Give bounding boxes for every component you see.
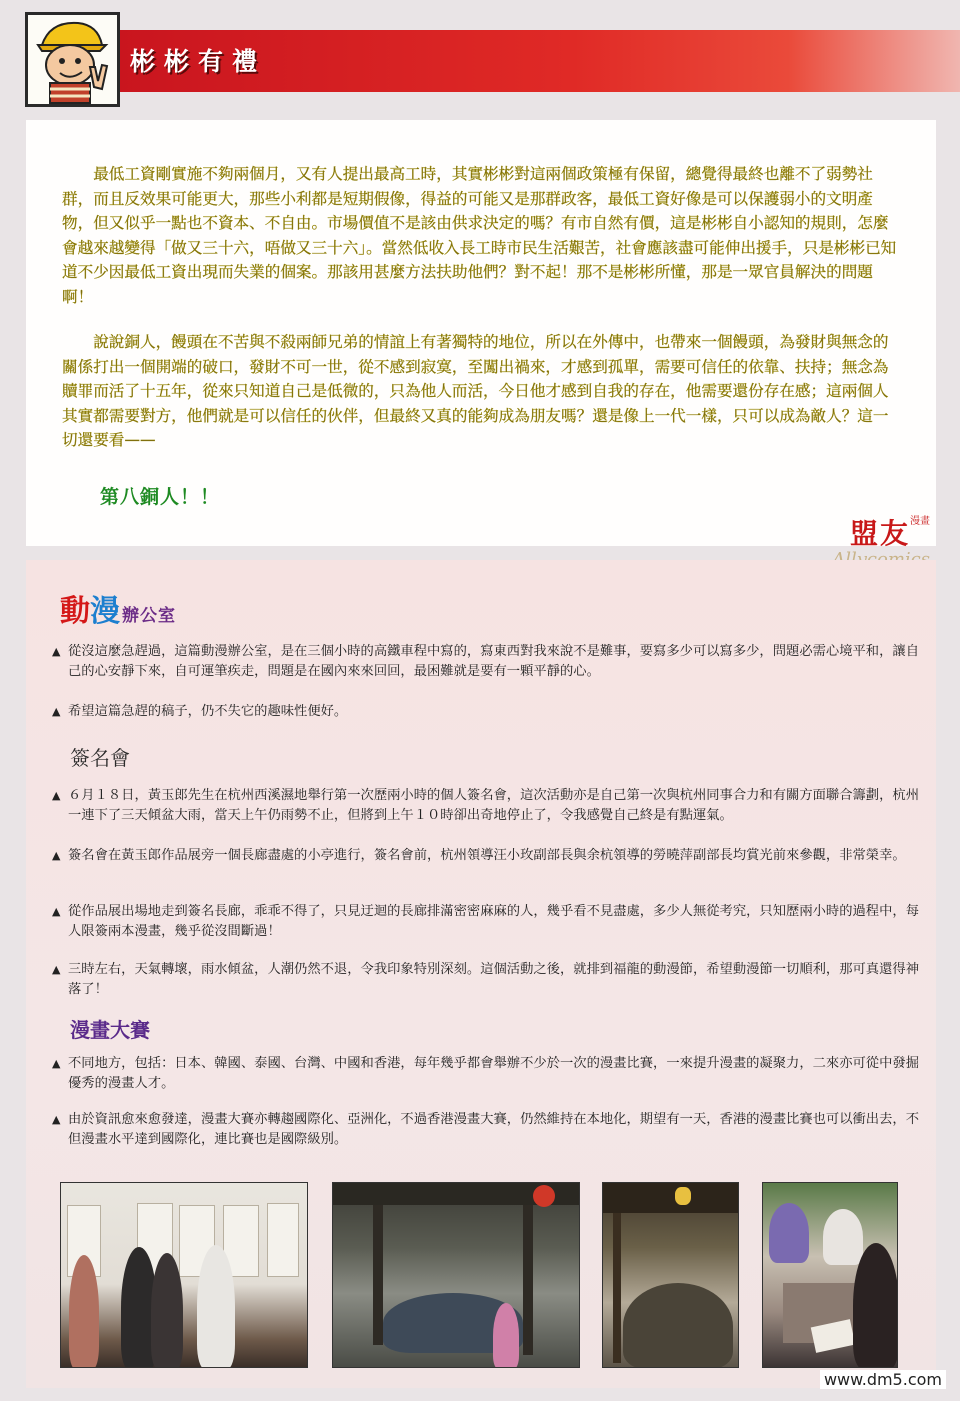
bullet-triangle-icon: ▲	[52, 645, 61, 658]
signing-item-4: ▲ 三時左右，天氣轉壞，雨水傾盆，人潮仍然不退，令我印象特別深刻。這個活動之後，就排到福龍的動漫節，希望動漫節一切順利，那可真還得神落了！	[52, 962, 919, 997]
signing-item-3: ▲ 從作品展出場地走到簽名長廊，乖乖不得了，只見迂迴的長廊排滿密密麻麻的人，幾乎看不見盡處，多少人無從考究，只知歷兩小時的過程中，每人限簽兩本漫畫，幾乎從沒間斷過！	[52, 904, 919, 939]
intro-item-1: ▲ 從沒這麼急趕過，這篇動漫辦公室，是在三個小時的高鐵車程中寫的，寫東西對我來說不是難事，要寫多少可以寫多少，問題必需心境平和，讓自己的心安靜下來，自可運筆疾走，問題是在國內來來回回，最困難就是要有一顆平靜的心。	[52, 644, 919, 679]
signing-heading: 簽名會	[70, 746, 130, 770]
photo-corridor-queue	[602, 1182, 739, 1368]
article-paragraph-1: 最低工資剛實施不夠兩個月，又有人提出最高工時，其實彬彬對這兩個政策極有保留，總覺得最終也離不了弱勢社群，而且反效果可能更大，那些小利都是短期假像，得益的可能又是那群政客，最低工資好像是可以保護弱小的文明產物，但又似乎一點也不資本、不自由。市場價值不是該由供求決定的嗎？有市自然有價，這是彬彬自小認知的規則，怎麼會越來越變得「做又三十六，唔做又三十六」。當然低收入長工時市民生活艱苦，社會應該盡可能伸出援手，只是彬彬已知道不少因最低工資出現而失業的個案。那該用甚麼方法扶助他們？對不起！那不是彬彬所懂，那是一眾官員解決的問題啊！	[62, 165, 897, 306]
column-title: 彬彬有禮	[130, 47, 267, 76]
intro-item-2: ▲ 希望這篇急趕的稿子，仍不失它的趣味性便好。	[52, 702, 924, 722]
office-logo-char-1: 動	[60, 594, 90, 629]
office-logo-rest: 辦公室	[122, 606, 176, 626]
bullet-triangle-icon: ▲	[52, 1113, 61, 1126]
watermark-brand-small: 漫畫	[910, 516, 930, 527]
bullet-triangle-icon: ▲	[52, 963, 61, 976]
photo-exhibition	[60, 1182, 308, 1368]
office-logo	[60, 586, 176, 630]
contest-item-1: ▲ 不同地方，包括：日本、韓國、泰國、台灣、中國和香港，每年幾乎都會舉辦不少於一次的漫畫比賽，一來提升漫畫的凝聚力，二來亦可從中發掘優秀的漫畫人才。	[52, 1056, 919, 1091]
mascot-icon	[25, 12, 120, 107]
signing-item-2: ▲ 簽名會在黃玉郎作品展旁一個長廊盡處的小亭進行，簽名會前，杭州領導汪小玫副部長與余杭領導的勞曉萍副部長均賞光前來參觀，非常榮幸。	[52, 846, 924, 866]
article-tagline: 第八銅人！！	[100, 486, 221, 508]
bullet-triangle-icon: ▲	[52, 705, 61, 718]
watermark-brand: 盟友	[849, 517, 910, 550]
article-paragraph-2: 說說銅人，饅頭在不苦與不殺兩師兄弟的情誼上有著獨特的地位，所以在外傳中，也帶來一個饅頭，為發財與無念的關係打出一個開端的破口，發財不可一世，從不感到寂寞，至闖出禍來，才感到孤單，需要可信任的依靠、扶持；無念為贖罪而活了十五年，從來只知道自己是低微的，只為他人而活，今日他才感到自我的存在，他需要還份存在感；這兩個人其實都需要對方，他們就是可以信任的伙伴，但最終又真的能夠成為朋友嗎？還是像上一代一樣，只可以成為敵人？這一切還要看——	[62, 333, 889, 450]
photo-pavilion-crowd	[332, 1182, 580, 1368]
office-logo-char-2: 漫	[90, 594, 120, 629]
contest-heading: 漫畫大賽	[70, 1018, 150, 1042]
dm5-watermark: www.dm5.com	[820, 1370, 946, 1389]
photo-signing-table	[762, 1182, 898, 1368]
bullet-triangle-icon: ▲	[52, 1057, 61, 1070]
bullet-triangle-icon: ▲	[52, 849, 61, 862]
signing-item-1: ▲ ６月１８日，黃玉郎先生在杭州西溪濕地舉行第一次歷兩小時的個人簽名會，這次活動亦是自己第一次與杭州同事合力和有關方面聯合籌劃，杭州一連下了三天傾盆大雨，當天上午仍雨勢不止，但將到上午１０時卻出奇地停止了，令我感覺自己終是有點運氣。	[52, 788, 919, 823]
contest-item-2: ▲ 由於資訊愈來愈發達，漫畫大賽亦轉趨國際化、亞洲化，不過香港漫畫大賽，仍然維持在本地化，期望有一天，香港的漫畫比賽也可以衝出去，不但漫畫水平達到國際化，連比賽也是國際級別。	[52, 1112, 919, 1147]
bullet-triangle-icon: ▲	[52, 905, 61, 918]
bullet-triangle-icon: ▲	[52, 789, 61, 802]
